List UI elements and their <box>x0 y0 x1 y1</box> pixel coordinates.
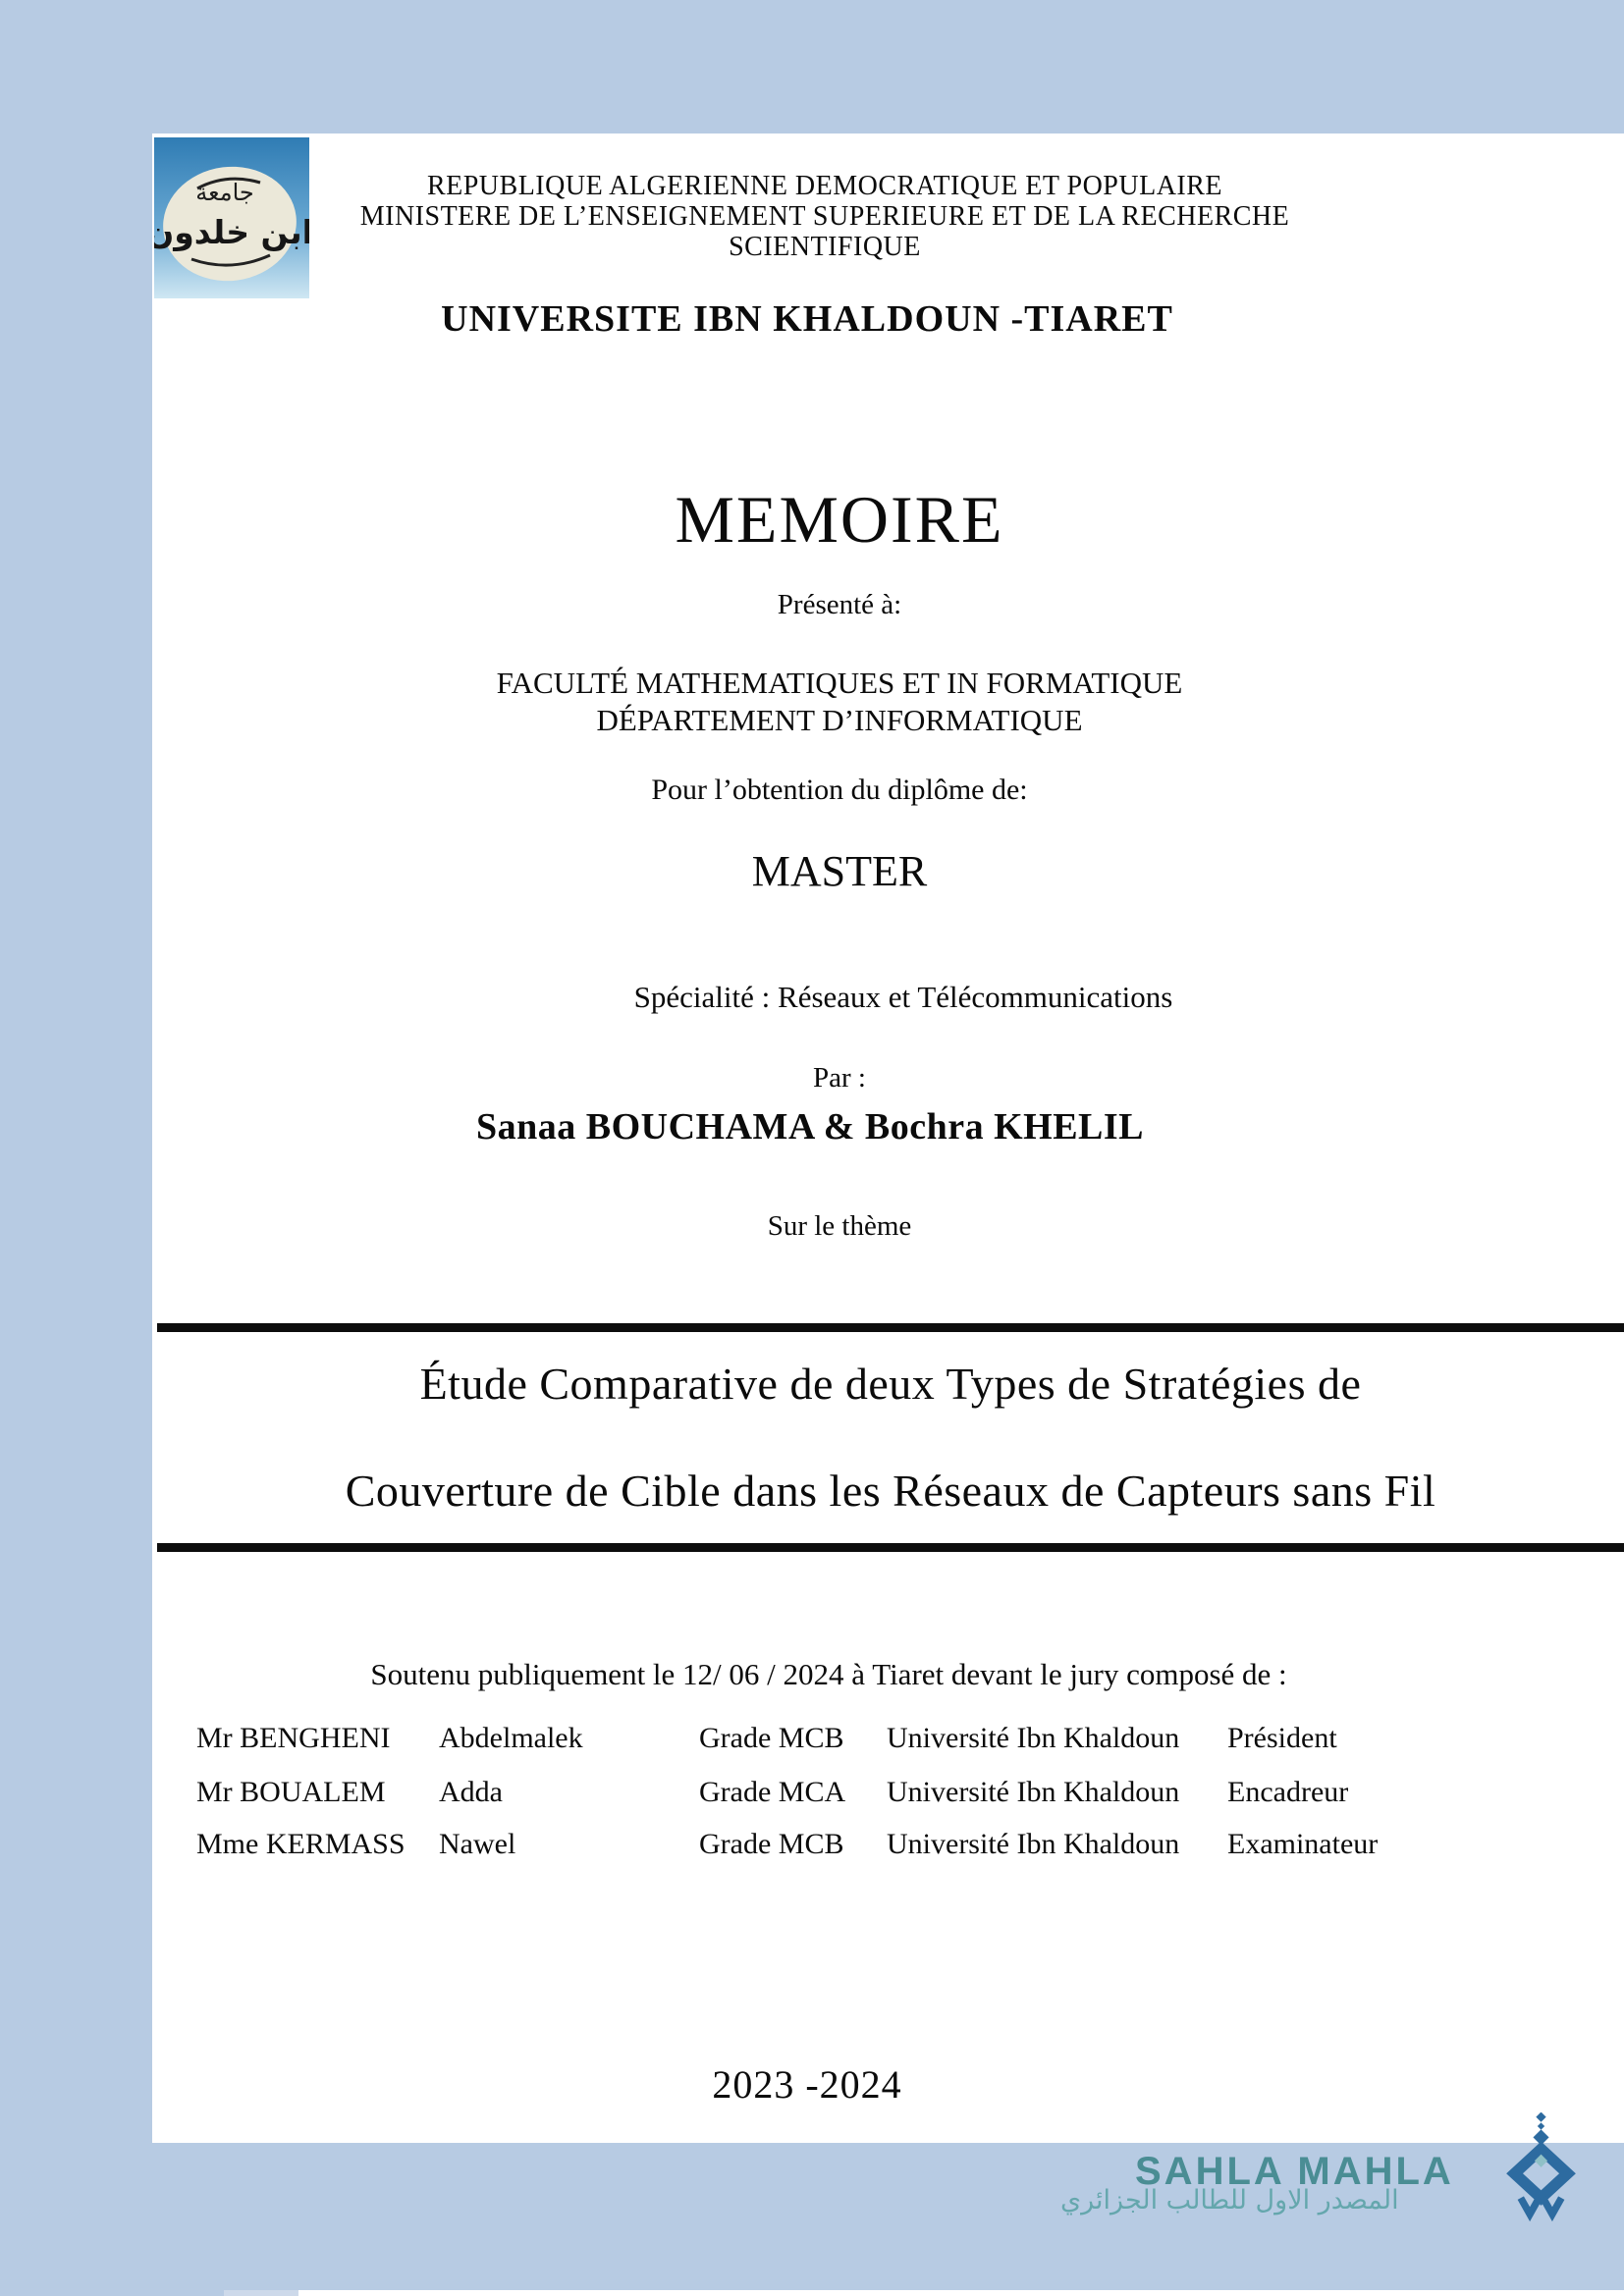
department-line: DÉPARTEMENT D’INFORMATIQUE <box>596 703 1083 737</box>
by-label: Par : <box>813 1062 866 1094</box>
document-type: MEMOIRE <box>675 482 1004 557</box>
authors-names: Sanaa BOUCHAMA & Bochra KHELIL <box>475 1106 1145 1148</box>
watermark-emblem <box>1502 2112 1579 2222</box>
jury-university: Université Ibn Khaldoun <box>887 1722 1180 1754</box>
thesis-title-line1: Étude Comparative de deux Types de Stratégies de <box>419 1359 1362 1409</box>
jury-firstname: Abdelmalek <box>439 1722 583 1754</box>
page-bottom-edge <box>298 2290 1624 2296</box>
jury-role: Encadreur <box>1227 1776 1349 1808</box>
presented-at-label: Présenté à: <box>777 589 902 620</box>
scientific-line: SCIENTIFIQUE <box>729 232 921 262</box>
ministry-line: MINISTERE DE L’ENSEIGNEMENT SUPERIEURE ET DE LA RECHERCHE <box>359 201 1290 232</box>
calligraphy-emblem-icon <box>1502 2112 1579 2222</box>
thesis-title-box <box>157 1323 1624 1552</box>
diploma-intro: Pour l’obtention du diplôme de: <box>651 774 1028 806</box>
page-bottom-notch <box>224 2290 298 2296</box>
jury-grade: Grade MCB <box>699 1722 844 1754</box>
jury-university: Université Ibn Khaldoun <box>887 1828 1180 1860</box>
watermark-brand: SAHLA MAHLA <box>1135 2150 1454 2193</box>
jury-grade: Grade MCB <box>699 1828 844 1860</box>
academic-year: 2023 -2024 <box>712 2062 902 2107</box>
watermark-tagline: المصدر الاول للطالب الجزائري <box>1060 2185 1399 2216</box>
jury-row <box>0 1776 1624 1815</box>
defense-statement: Soutenu publiquement le 12/ 06 / 2024 à Tiaret devant le jury composé de : <box>370 1657 1287 1691</box>
jury-role: Président <box>1227 1722 1337 1754</box>
degree-name: MASTER <box>751 847 928 895</box>
seal-text-main: ابن خلدون <box>154 213 309 251</box>
faculty-department <box>152 665 1527 739</box>
jury-university: Université Ibn Khaldoun <box>887 1776 1180 1808</box>
faculty-line: FACULTÉ MATHEMATIQUES ET IN FORMATIQUE <box>496 666 1183 700</box>
jury-name: Mme KERMASS <box>196 1828 406 1860</box>
university-name: UNIVERSITE IBN KHALDOUN -TIARET <box>441 298 1173 340</box>
thesis-title-line2: Couverture de Cible dans les Réseaux de Capteurs sans Fil <box>345 1466 1436 1516</box>
jury-name: Mr BENGHENI <box>196 1722 391 1754</box>
ministry-header <box>137 171 1512 262</box>
jury-role: Examinateur <box>1227 1828 1379 1860</box>
jury-row <box>0 1828 1624 1867</box>
jury-name: Mr BOUALEM <box>196 1776 386 1808</box>
seal-text-top: جامعة <box>195 179 254 206</box>
jury-firstname: Adda <box>439 1776 503 1808</box>
theme-label: Sur le thème <box>767 1210 912 1242</box>
jury-firstname: Nawel <box>439 1828 516 1860</box>
jury-grade: Grade MCA <box>699 1776 846 1808</box>
jury-row <box>0 1722 1624 1761</box>
republic-line: REPUBLIQUE ALGERIENNE DEMOCRATIQUE ET POPULAIRE <box>426 171 1223 201</box>
specialty-line: Spécialité : Réseaux et Télécommunications <box>633 980 1173 1014</box>
